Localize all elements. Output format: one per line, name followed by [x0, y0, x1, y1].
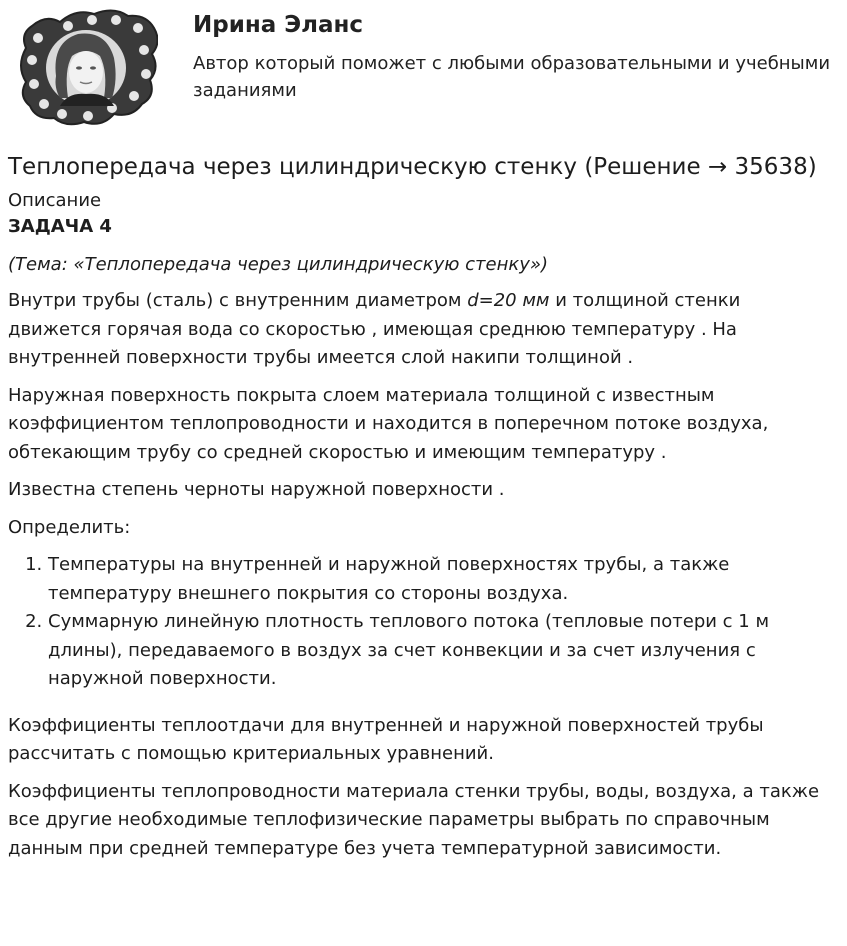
author-avatar — [16, 6, 158, 128]
list-item: 1. Температуры на внутренней и наружной поверхностях трубы, а также температуру внешнего покрытия со стороны воздуха. — [48, 551, 839, 608]
paragraph-6: Коэффициенты теплопроводности материала стенки трубы, воды, воздуха, а также все другие необходимые теплофизические параметры выбрать по справочным данным при средней температуре без учета температурной зависимости. — [8, 780, 820, 859]
paragraph-1-start: Внутри трубы (сталь) с внутренним диаметром — [8, 290, 468, 311]
task-label: ЗАДАЧА 4 — [8, 216, 112, 237]
task-topic: (Тема: «Теплопередача через цилиндрическую стенку») — [8, 254, 549, 275]
paragraph-5: Коэффициенты теплоотдачи для внутренней и наружной поверхностей трубы рассчитать с помощью критериальных уравнений. — [8, 714, 764, 764]
document-title: Теплопередача через цилиндрическую стенку (Решение → 35638) — [8, 154, 817, 180]
paragraph-2: Наружная поверхность покрыта слоем материала толщиной с известным коэффициентом теплопроводности и находится в поперечном потоке воздуха, обтекающим трубу со средней скоростью и имеющим температуру . — [8, 384, 769, 463]
author-name: Ирина Эланс — [193, 12, 364, 38]
paragraph-1-end: и толщиной стенки движется горячая вода со скоростью , имеющая среднюю температуру . На внутренней поверхности трубы имеется слой накипи толщиной . — [8, 290, 741, 368]
paragraph-1 — [8, 287, 839, 373]
paragraph-3: Известна степень черноты наружной поверхности . — [8, 479, 505, 500]
author-description: Автор который поможет с любыми образовательными и учебными заданиями — [193, 53, 831, 101]
description-label: Описание — [8, 190, 102, 211]
list-item: 2. Суммарную линейную плотность теплового потока (тепловые потери с 1 м длины), передаваемого в воздух за счет конвекции и за счет излучения с наружной поверхности. — [48, 608, 839, 694]
paragraph-4: Определить: — [8, 516, 131, 538]
task-list — [8, 551, 839, 694]
diameter-formula: d=20 мм — [467, 290, 550, 311]
author-header — [8, 0, 839, 140]
